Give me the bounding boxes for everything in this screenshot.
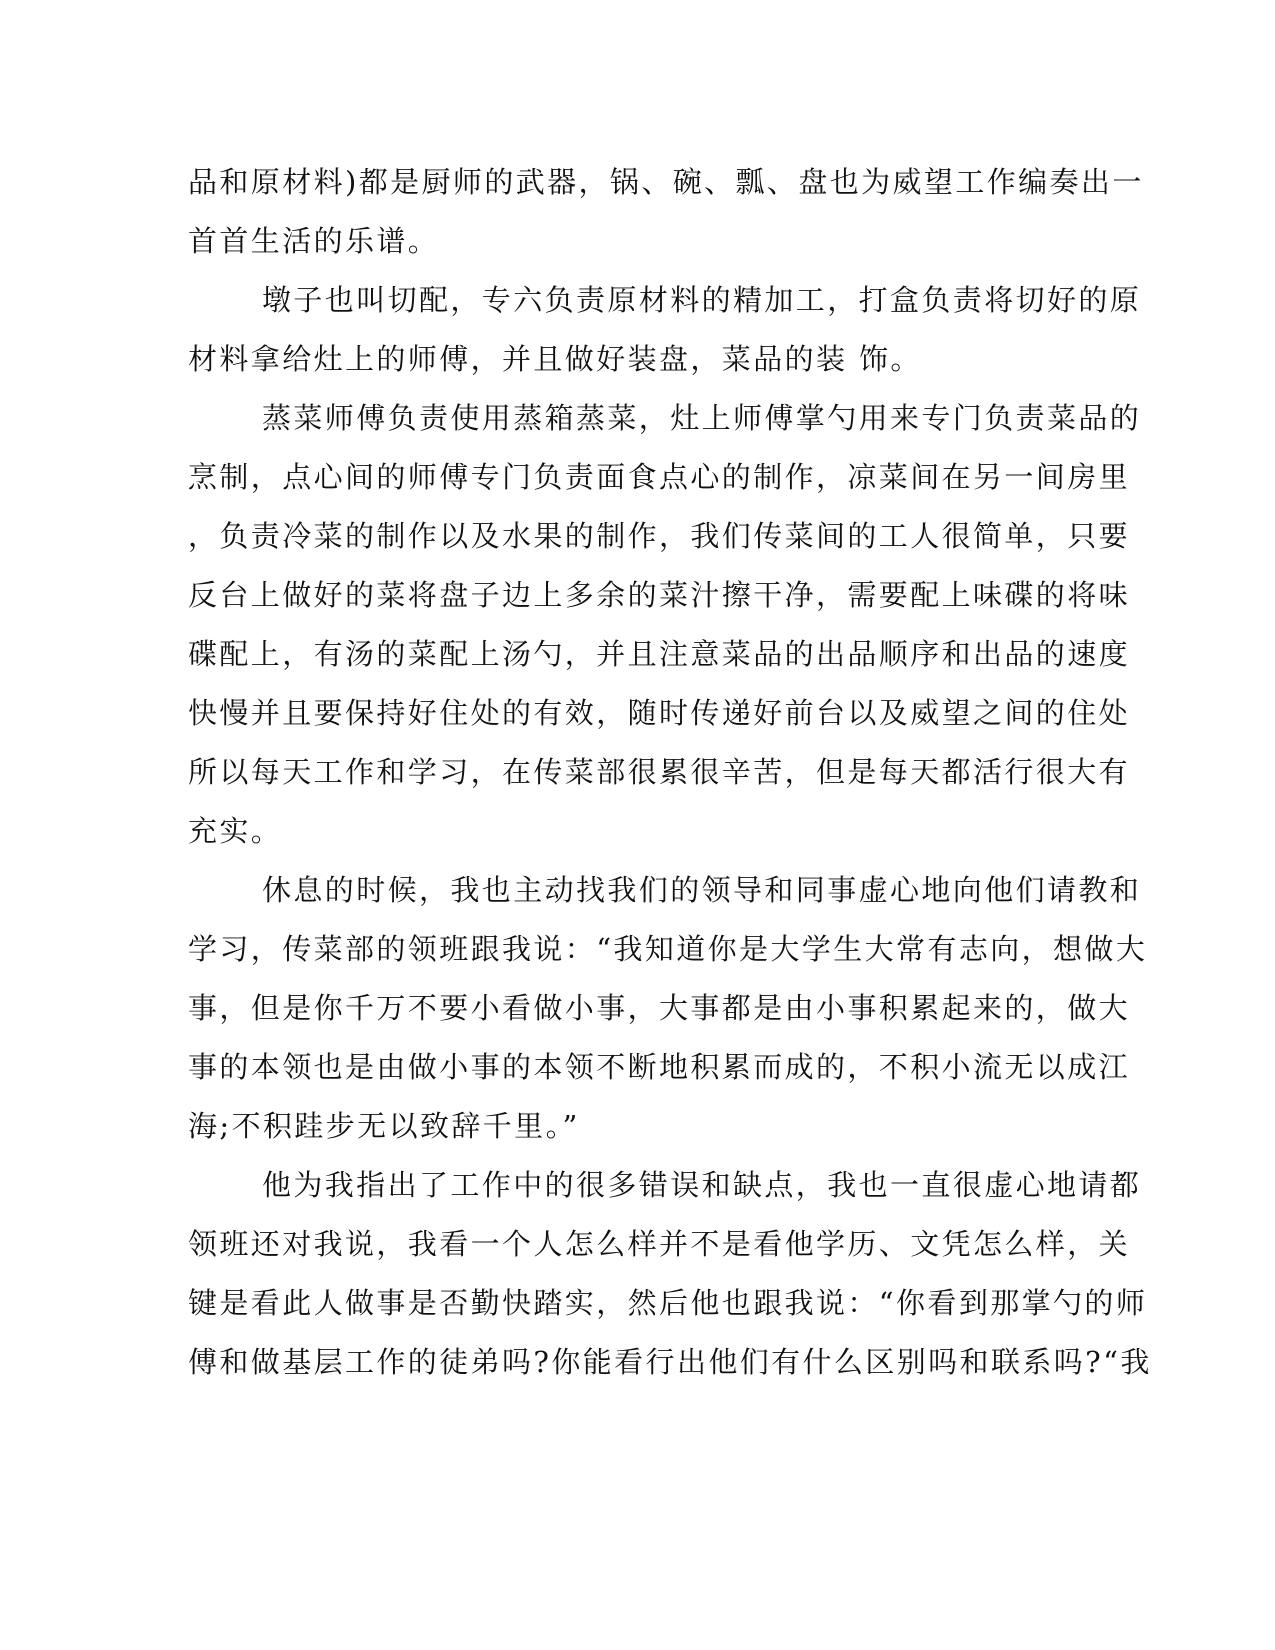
text-line: 品和原材料)都是厨师的武器，锅、碗、瓢、盘也为威望工作编奏出一 (188, 165, 1144, 199)
text-line: 事的本领也是由做小事的本领不断地积累而成的，不积小流无以成江 (188, 1050, 1131, 1084)
text-line: 充实。 (188, 814, 283, 848)
text-line: 事，但是你千万不要小看做小事，大事都是由小事积累起来的，做大 (188, 991, 1131, 1025)
text-line: 学习，传菜部的领班跟我说：“我知道你是大学生大常有志向，想做大 (188, 932, 1148, 966)
paragraph-start-line: 墩子也叫切配，专六负责原材料的精加工，打盒负责将切好的原 (262, 283, 1142, 317)
text-line: 首首生活的乐谱。 (188, 224, 440, 258)
text-line: 键是看此人做事是否勤快踏实，然后他也跟我说：“你看到那掌勺的师 (188, 1286, 1148, 1320)
text-line: 烹制，点心间的师傅专门负责面食点心的制作，凉菜间在另一间房里 (188, 460, 1131, 494)
text-line: 碟配上，有汤的菜配上汤勺，并且注意菜品的出品顺序和出品的速度 (188, 637, 1131, 671)
text-line: 领班还对我说，我看一个人怎么样并不是看他学历、文凭怎么样，关 (188, 1227, 1131, 1261)
text-line: 傅和做基层工作的徒弟吗?你能看行出他们有什么区别吗和联系吗?“我 (188, 1345, 1152, 1379)
text-line: 快慢并且要保持好住处的有效，随时传递好前台以及威望之间的住处 (188, 696, 1131, 730)
text-line: 所以每天工作和学习，在传菜部很累很辛苦，但是每天都活行很大有 (188, 755, 1131, 789)
text-line: 材料拿给灶上的师傅，并且做好装盘，菜品的装 饰。 (188, 342, 922, 376)
paragraph-start-line: 他为我指出了工作中的很多错误和缺点，我也一直很虚心地请都 (262, 1168, 1142, 1202)
paragraph-start-line: 休息的时候，我也主动找我们的领导和同事虚心地向他们请教和 (262, 873, 1142, 907)
text-line: ，负责冷菜的制作以及水果的制作，我们传菜间的工人很简单，只要 (188, 519, 1131, 553)
text-line: 反台上做好的菜将盘子边上多余的菜汁擦干净，需要配上味碟的将味 (188, 578, 1131, 612)
text-line: 海;不积跬步无以致辞千里。” (188, 1109, 580, 1143)
paragraph-start-line: 蒸菜师傅负责使用蒸箱蒸菜，灶上师傅掌勺用来专门负责菜品的 (262, 401, 1142, 435)
